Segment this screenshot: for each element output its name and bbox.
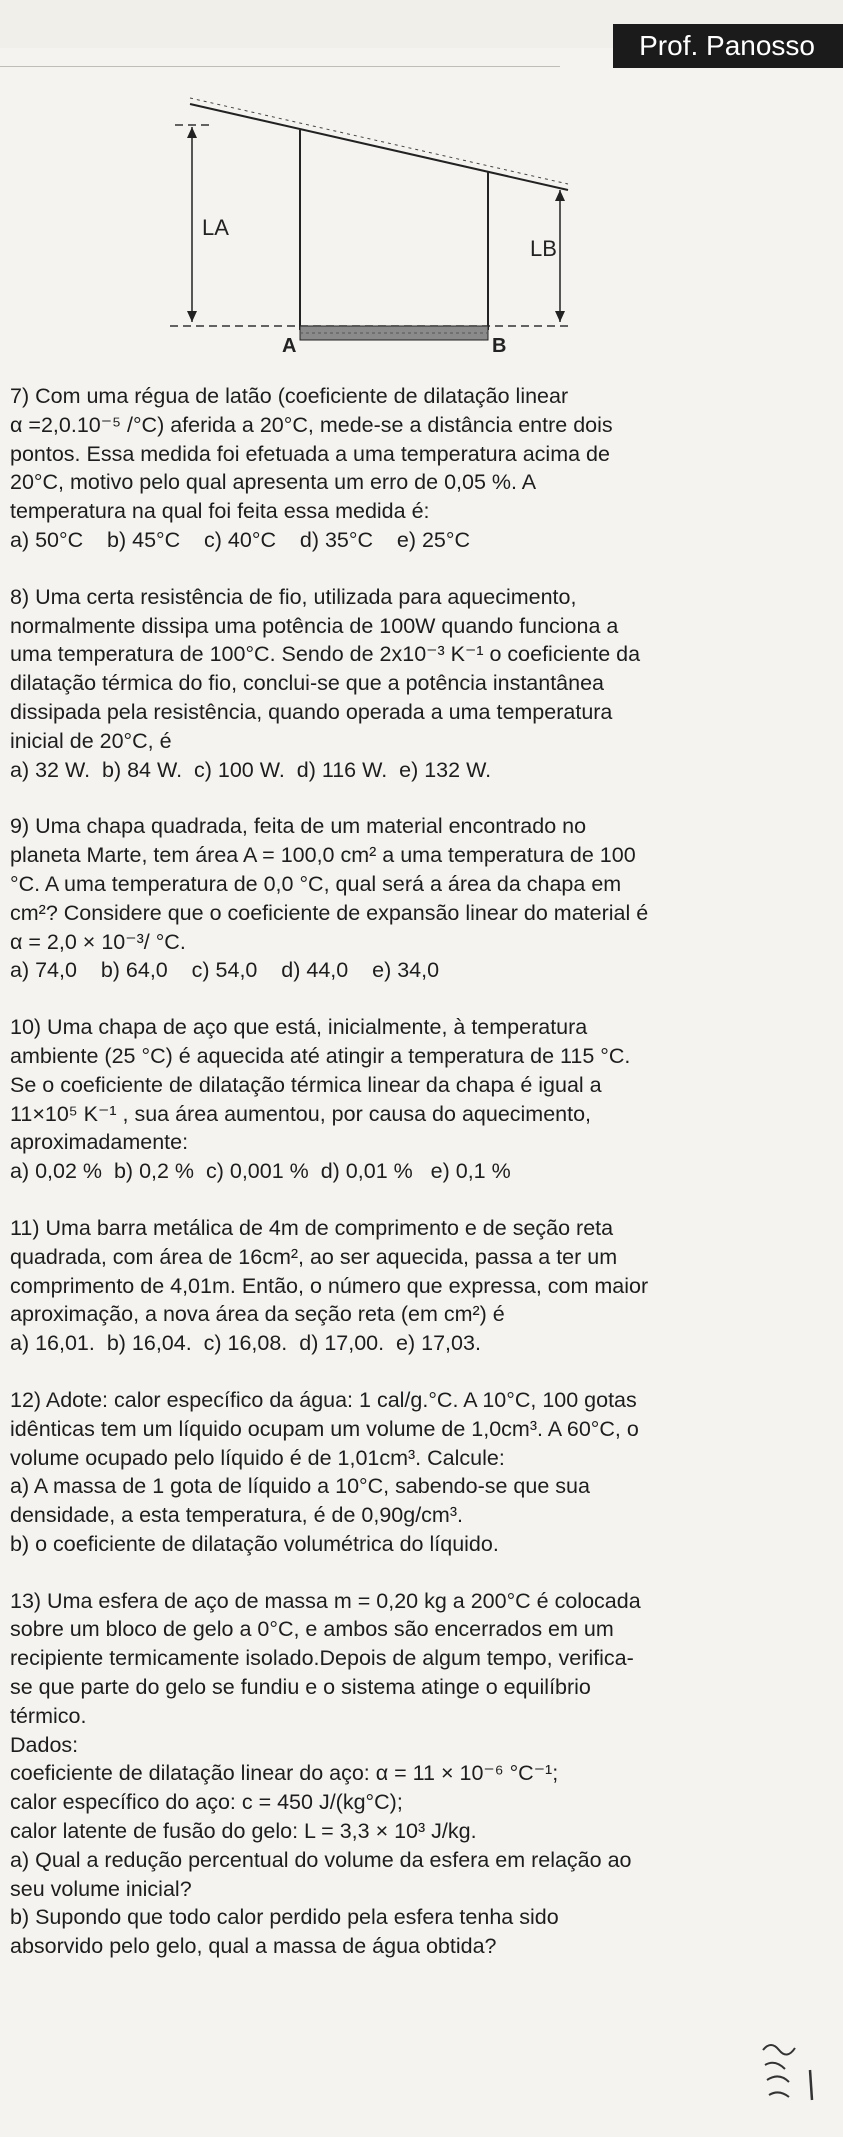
answer-options: a) 0,02 % b) 0,2 % c) 0,001 % d) 0,01 % e) 0,1 % <box>10 1159 511 1184</box>
question-line: absorvido pelo gelo, qual a massa de água obtida? <box>10 1934 497 1959</box>
question-line: temperatura na qual foi feita essa medida é: <box>10 499 430 524</box>
answer-options: a) 50°C b) 45°C c) 40°C d) 35°C e) 25°C <box>10 527 471 552</box>
author-tab <box>613 24 843 68</box>
handwritten-scribble <box>755 2035 825 2115</box>
question-line: Dados: <box>10 1732 79 1757</box>
question-line: 11) Uma barra metálica de 4m de comprimento e de seção reta <box>10 1215 614 1240</box>
question-block <box>10 382 822 555</box>
question-line: a) A massa de 1 gota de líquido a 10°C, sabendo-se que sua <box>10 1474 590 1499</box>
question-line: aproximadamente: <box>10 1130 189 1155</box>
author-name: Prof. Panosso <box>639 30 815 61</box>
answer-options: a) 16,01. b) 16,04. c) 16,08. d) 17,00. e) 17,03. <box>10 1331 481 1356</box>
question-block <box>10 583 822 785</box>
question-line: ambiente (25 °C) é aquecida até atingir a temperatura de 115 °C. <box>10 1043 631 1068</box>
question-line: normalmente dissipa uma potência de 100W quando funciona a <box>10 613 619 638</box>
question-line: calor latente de fusão do gelo: L = 3,3 × 10³ J/kg. <box>10 1819 477 1844</box>
question-line: α = 2,0 × 10⁻³/ °C. <box>10 929 186 954</box>
question-list <box>10 382 822 1989</box>
question-line: densidade, a esta temperatura, é de 0,90g/cm³. <box>10 1503 463 1528</box>
label-b: B <box>492 335 507 357</box>
question-line: b) Supondo que todo calor perdido pela esfera tenha sido <box>10 1905 559 1930</box>
question-line: coeficiente de dilatação linear do aço: α = 11 × 10⁻⁶ °C⁻¹; <box>10 1761 559 1786</box>
question-line: a) Qual a redução percentual do volume da esfera em relação ao <box>10 1847 632 1872</box>
question-line: dissipada pela resistência, quando operada a uma temperatura <box>10 699 613 724</box>
question-line: sobre um bloco de gelo a 0°C, e ambos são encerrados em um <box>10 1617 614 1642</box>
question-line: α =2,0.10⁻⁵ /°C) aferida a 20°C, mede-se a distância entre dois <box>10 412 613 437</box>
question-line: 8) Uma certa resistência de fio, utilizada para aquecimento, <box>10 584 577 609</box>
label-la: LA <box>202 215 229 240</box>
question-line: 7) Com uma régua de latão (coeficiente de dilatação linear <box>10 384 569 408</box>
label-a: A <box>282 335 297 357</box>
question-line: 20°C, motivo pelo qual apresenta um erro de 0,05 %. A <box>10 470 537 495</box>
question-line: 10) Uma chapa de aço que está, inicialmente, à temperatura <box>10 1015 588 1040</box>
question-line: Se o coeficiente de dilatação térmica linear da chapa é igual a <box>10 1072 602 1097</box>
question-line: se que parte do gelo se fundiu e o sistema atinge o equilíbrio <box>10 1675 591 1700</box>
top-rule <box>0 66 560 67</box>
question-block <box>10 1214 822 1358</box>
question-line: dilatação térmica do fio, conclui-se que a potência instantânea <box>10 671 605 696</box>
question-block <box>10 1587 822 1961</box>
question-line: 11×10⁵ K⁻¹ , sua área aumentou, por causa do aquecimento, <box>10 1101 592 1126</box>
question-line: °C. A uma temperatura de 0,0 °C, qual será a área da chapa em <box>10 871 622 896</box>
question-line: pontos. Essa medida foi efetuada a uma temperatura acima de <box>10 441 610 466</box>
answer-options: a) 74,0 b) 64,0 c) 54,0 d) 44,0 e) 34,0 <box>10 958 440 983</box>
question-line: calor específico do aço: c = 450 J/(kg°C); <box>10 1790 403 1815</box>
question-line: comprimento de 4,01m. Então, o número que expressa, com maior <box>10 1273 649 1298</box>
question-line: idênticas tem um líquido ocupam um volume de 1,0cm³. A 60°C, o <box>10 1416 639 1441</box>
question-line: planeta Marte, tem área A = 100,0 cm² a uma temperatura de 100 <box>10 843 636 868</box>
question-block <box>10 1013 822 1186</box>
question-line: térmico. <box>10 1703 87 1728</box>
question-line: 12) Adote: calor específico da água: 1 cal/g.°C. A 10°C, 100 gotas <box>10 1387 637 1412</box>
ruler-diagram <box>150 90 590 360</box>
question-line: 9) Uma chapa quadrada, feita de um material encontrado no <box>10 814 587 839</box>
question-block <box>10 812 822 985</box>
question-line: volume ocupado pelo líquido é de 1,01cm³. Calcule: <box>10 1445 505 1470</box>
label-lb: LB <box>530 236 557 261</box>
question-block <box>10 1386 822 1559</box>
question-line: cm²? Considere que o coeficiente de expansão linear do material é <box>10 900 649 925</box>
question-line: 13) Uma esfera de aço de massa m = 0,20 kg a 200°C é colocada <box>10 1588 641 1613</box>
question-line: seu volume inicial? <box>10 1876 192 1901</box>
question-line: inicial de 20°C, é <box>10 728 172 753</box>
question-line: b) o coeficiente de dilatação volumétrica do líquido. <box>10 1531 499 1556</box>
question-line: aproximação, a nova área da seção reta (em cm²) é <box>10 1302 505 1327</box>
question-line: uma temperatura de 100°C. Sendo de 2x10⁻³ K⁻¹ o coeficiente da <box>10 642 641 667</box>
question-line: quadrada, com área de 16cm², ao ser aquecida, passa a ter um <box>10 1244 618 1269</box>
answer-options: a) 32 W. b) 84 W. c) 100 W. d) 116 W. e) 132 W. <box>10 757 492 782</box>
question-line: recipiente termicamente isolado.Depois de algum tempo, verifica- <box>10 1646 634 1671</box>
